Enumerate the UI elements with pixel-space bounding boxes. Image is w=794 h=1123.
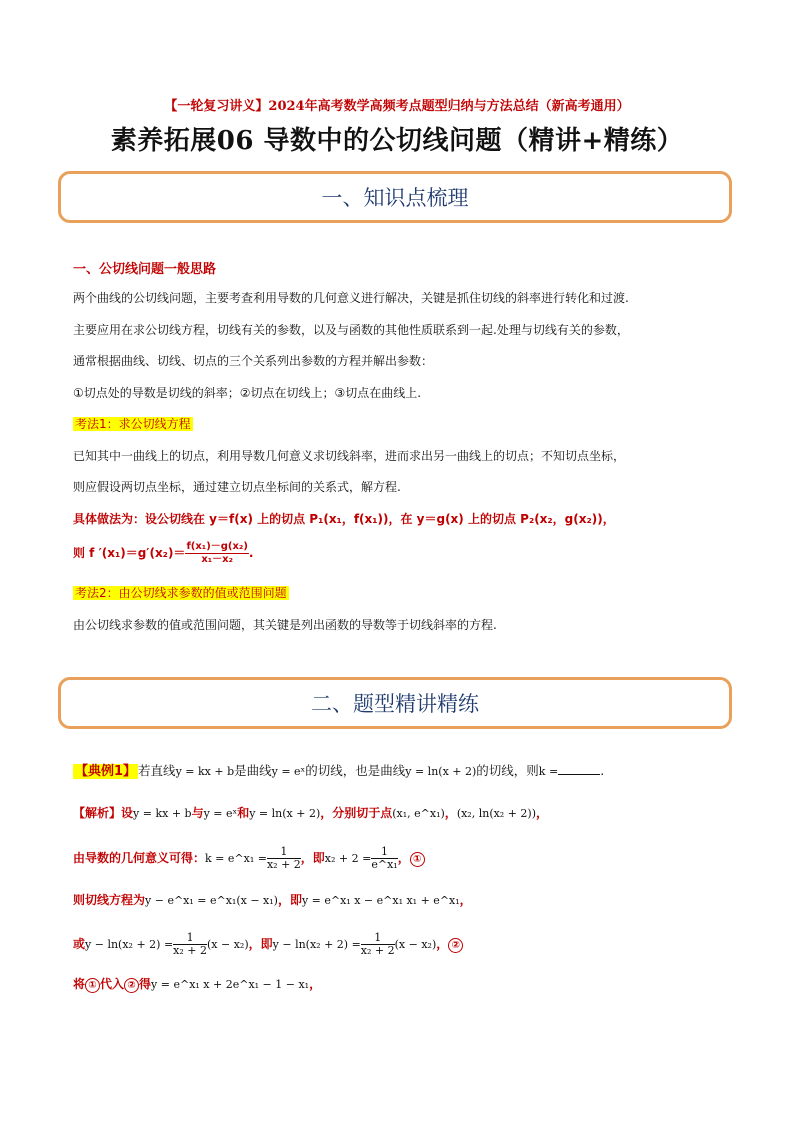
s1-math-4: (x₁, e^x₁) bbox=[392, 807, 445, 820]
paragraph-2: 主要应用在求公切线方程，切线有关的参数，以及与函数的其他性质联系到一起.处理与切线有关的参数， bbox=[73, 323, 629, 337]
s4-text-a: 或 bbox=[73, 937, 86, 951]
s1-text-b: 与 bbox=[191, 806, 204, 820]
s1-math-1: y = kx + b bbox=[133, 807, 192, 820]
document-subtitle: 【一轮复习讲义】2024年高考数学高频考点题型归纳与方法总结（新高考通用） bbox=[164, 99, 630, 114]
section-heading-1: 一、知识点梳理 bbox=[321, 186, 469, 210]
approach-fraction-numerator: f(x₁)－g(x₂) bbox=[186, 541, 248, 552]
approach-fraction-denominator: x₁－x₂ bbox=[201, 554, 233, 565]
s5-math-1: y = e^x₁ x + 2e^x₁ − 1 − x₁ bbox=[151, 978, 310, 991]
approach-lhs: 则 f ′(x₁)＝g′(x₂)＝ bbox=[73, 546, 186, 560]
method-1-label-row bbox=[73, 416, 193, 432]
example-tag: 【典例1】 bbox=[75, 764, 137, 779]
s4-fraction-2 bbox=[361, 932, 395, 957]
s1-math-3: y = ln(x + 2) bbox=[249, 807, 321, 820]
solution-line-4 bbox=[73, 932, 463, 957]
s4-frac1-num: 1 bbox=[173, 932, 207, 945]
answer-blank bbox=[558, 762, 600, 775]
s5-text-b: 代入 bbox=[100, 977, 125, 991]
q-text-2: 是曲线 bbox=[234, 763, 272, 778]
q-text-4: 的切线，则 bbox=[476, 763, 539, 778]
q-math-1: y = kx + b bbox=[175, 765, 235, 778]
method-1-label: 考法1：求公切线方程 bbox=[75, 417, 191, 431]
s5-text-a: 将 bbox=[73, 977, 86, 991]
document-title: 素养拓展06 导数中的公切线问题（精讲+精练） bbox=[110, 126, 684, 156]
s2-math-1: k = e^x₁ = bbox=[205, 852, 267, 865]
s4-text-b: ，即 bbox=[248, 937, 273, 951]
approach-line-2 bbox=[73, 541, 253, 566]
s3-math-1: y − e^x₁ = e^x₁(x − x₁) bbox=[145, 894, 278, 907]
paragraph-3: 通常根据曲线、切线、切点的三个关系列出参数的方程并解出参数： bbox=[73, 354, 434, 368]
s1-math-5: (x₂, ln(x₂ + 2)) bbox=[456, 807, 537, 820]
solution-line-1 bbox=[73, 805, 548, 822]
s4-math-2: (x − x₂) bbox=[207, 938, 249, 951]
s4-text-c: ， bbox=[436, 937, 449, 951]
approach-line-1: 具体做法为：设公切线在 y＝f(x) 上的切点 P₁(x₁，f(x₁))，在 y＝g(x) 上的切点 P₂(x₂，g(x₂))， bbox=[73, 512, 615, 526]
solution-line-2 bbox=[73, 846, 425, 871]
method-2-text: 由公切线求参数的值或范围问题，其关键是列出函数的导数等于切线斜率的方程. bbox=[73, 618, 497, 632]
s4-frac2-num: 1 bbox=[361, 932, 395, 945]
approach-end: . bbox=[248, 546, 254, 560]
q-text-1: 若直线 bbox=[138, 763, 176, 778]
s1-text-d: ，分别切于点 bbox=[320, 806, 393, 820]
q-text-5: . bbox=[600, 763, 605, 778]
s4-frac1-den: x₂ + 2 bbox=[173, 944, 207, 957]
q-math-3: y = ln(x + 2) bbox=[405, 765, 477, 778]
s3-text-b: ，即 bbox=[277, 893, 302, 907]
s1-math-2: y = eˣ bbox=[203, 807, 238, 820]
q-math-4: k = bbox=[538, 765, 559, 778]
s2-text-c: ， bbox=[397, 851, 410, 865]
example-question bbox=[73, 762, 604, 780]
s2-fraction-1 bbox=[267, 846, 301, 871]
q-math-2: y = eˣ bbox=[271, 765, 306, 778]
s3-text-c: ， bbox=[459, 893, 472, 907]
s2-frac1-den: x₂ + 2 bbox=[266, 858, 301, 871]
s2-frac2-den: e^x₁ bbox=[371, 858, 398, 871]
s2-text-a: 由导数的几何意义可得： bbox=[73, 851, 206, 865]
equation-marker-ref-1: ① bbox=[85, 978, 100, 993]
s5-text-c: 得 bbox=[139, 977, 152, 991]
paragraph-1: 两个曲线的公切线问题，主要考查利用导数的几何意义进行解决，关键是抓住切线的斜率进行转化和过渡. bbox=[73, 291, 629, 305]
paragraph-4: ①切点处的导数是切线的斜率；②切点在切线上；③切点在曲线上. bbox=[73, 386, 422, 400]
method-1-text-2: 则应假设两切点坐标，通过建立切点坐标间的关系式，解方程. bbox=[73, 480, 401, 494]
method-1-text-1: 已知其中一曲线上的切点，利用导数几何意义求切线斜率，进而求出另一曲线上的切点；不知切点坐标， bbox=[73, 449, 626, 463]
s1-text-a: 设 bbox=[121, 806, 134, 820]
s4-frac2-den: x₂ + 2 bbox=[360, 944, 395, 957]
s1-text-c: 和 bbox=[237, 806, 250, 820]
method-2-label-row bbox=[73, 585, 289, 601]
s5-text-d: ， bbox=[309, 977, 322, 991]
s4-math-1: y − ln(x₂ + 2) = bbox=[85, 938, 174, 951]
section-heading-2: 二、题型精讲精练 bbox=[311, 692, 479, 716]
s2-text-b: ，即 bbox=[300, 851, 325, 865]
knowledge-heading: 一、公切线问题一般思路 bbox=[73, 262, 217, 277]
s4-fraction-1 bbox=[173, 932, 207, 957]
s4-math-4: (x − x₂) bbox=[394, 938, 437, 951]
q-text-3: 的切线，也是曲线 bbox=[305, 763, 406, 778]
s1-text-f: ， bbox=[536, 806, 549, 820]
s1-text-e: ， bbox=[444, 806, 457, 820]
s3-math-2: y = e^x₁ x − e^x₁ x₁ + e^x₁ bbox=[301, 894, 460, 907]
s2-fraction-2 bbox=[371, 846, 397, 871]
equation-marker-ref-2: ② bbox=[124, 978, 139, 993]
equation-marker-1: ① bbox=[410, 852, 425, 867]
solution-tag: 【解析】 bbox=[73, 806, 122, 820]
solution-line-5 bbox=[73, 976, 321, 993]
section-heading-box-1 bbox=[58, 171, 732, 223]
s2-math-2: x₂ + 2 = bbox=[324, 852, 372, 865]
section-heading-box-2 bbox=[58, 677, 732, 729]
s2-frac2-num: 1 bbox=[371, 846, 397, 859]
method-2-label: 考法2：由公切线求参数的值或范围问题 bbox=[75, 586, 287, 600]
s3-text-a: 则切线方程为 bbox=[73, 893, 146, 907]
approach-fraction bbox=[185, 541, 248, 566]
s4-math-3: y − ln(x₂ + 2) = bbox=[272, 938, 361, 951]
s2-frac1-num: 1 bbox=[267, 846, 301, 859]
solution-line-3 bbox=[73, 892, 472, 909]
equation-marker-2: ② bbox=[448, 938, 463, 953]
